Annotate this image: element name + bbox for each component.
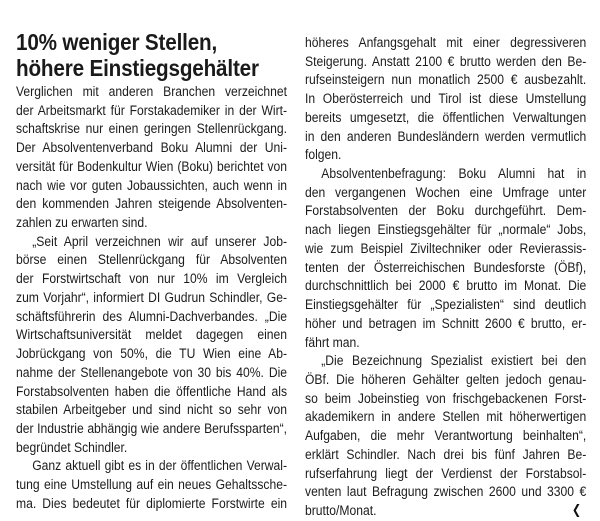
text-line: Der Absolventenverband Boku Alumni der Uni-: [16, 140, 288, 157]
text-line: [305, 502, 586, 521]
article-paragraph: [305, 34, 586, 165]
text-line: den kommenden Jahren steigende Absolventen-: [16, 196, 288, 213]
text-line: höher und betragen im Schnitt 2600 € brutto, er-: [305, 315, 587, 332]
text-line: Verglichen mit anderen Branchen verzeichnet: [16, 84, 288, 100]
text-line: der Arbeitsmarkt für Forstakademiker in der Wirt-: [16, 102, 288, 119]
text-line: rufseinsteigern nun monatlich 2500 € ausbezahlt.: [305, 72, 587, 89]
text-line: Wirtschaftsuniversität meldet dagegen einen: [16, 327, 288, 344]
article-column-left: [16, 83, 287, 514]
text-line: akademikern in andere Stellen mit höherwertigen: [305, 409, 587, 426]
article-column-right: [305, 34, 586, 521]
text-line: ma. Dies bedeutet für diplomierte Forstwirte ein: [16, 495, 288, 512]
text-line: begründet Schindler.: [16, 439, 128, 456]
text-line: rufserfahrung liegt der Verdienst der Forstabsol-: [305, 465, 587, 482]
article-paragraph: [16, 83, 287, 233]
text-line: versität für Bodenkultur Wien (Boku) berichtet von: [16, 158, 288, 175]
text-line: zahlen zu erwarten sind.: [16, 215, 148, 232]
article-paragraph: [16, 233, 287, 458]
text-line: tung eine Umstellung auf ein neues Gehaltssche-: [16, 477, 288, 494]
text-line: bereits umgesetzt, die öffentlichen Verwaltungen: [305, 109, 587, 126]
article-paragraph: [305, 165, 586, 352]
text-line: Ganz aktuell gibt es in der öffentlichen Verwal-: [32, 458, 288, 475]
text-line: Absolventenbefragung: Boku Alumni hat in: [321, 166, 587, 183]
text-line: Forstabsolventen haben die öffentliche Hand als: [16, 383, 288, 400]
text-line: erklärt Schindler. Nach drei bis fünf Jahren Be-: [305, 446, 587, 463]
text-line: ÖBf. Die höheren Gehälter gelten jedoch genau-: [305, 371, 587, 388]
text-line: zum Vorjahr“, informiert DI Gudrun Schindler, Ge-: [16, 289, 288, 306]
text-line: „Seit April verzeichnen wir auf unserer Job-: [32, 233, 288, 250]
text-line: fährt man.: [305, 334, 360, 351]
text-line: Steigerung. Anstatt 2100 € brutto werden den Be-: [305, 53, 587, 70]
text-line: höheres Anfangsgehalt mit einer degressiveren: [305, 35, 587, 51]
text-line: stabilen Arbeitgeber und sind nicht so sehr von: [16, 402, 288, 419]
text-line: in den anderen Bundesländern werden vermutlich: [305, 128, 587, 145]
text-line: In Oberösterreich und Tirol ist diese Umstellung: [305, 91, 587, 108]
text-line: so beim Jobeinstieg von frischgebackenen Forst-: [305, 390, 587, 407]
text-line: venten laut Befragung zwischen 2600 und 3300 €: [305, 484, 587, 501]
text-line: den vergangenen Wochen eine Umfrage unter: [305, 184, 587, 201]
text-line: Jobrückgang von 50%, die TU Wien eine Ab-: [16, 346, 288, 363]
text-line: Forstabsolventen der Boku durchgeführt. Dem-: [305, 203, 587, 220]
text-line: wie zum Beispiel Ziviltechniker oder Revierassis-: [305, 240, 587, 257]
text-line: „Die Bezeichnung Spezialist existiert bei den: [321, 353, 587, 370]
article-title: [16, 29, 298, 81]
text-line-content: brutto/Monat.: [305, 502, 377, 519]
text-line: Aufgaben, die mehr Verantwortung beinhalten“,: [305, 428, 587, 445]
article-paragraph: [305, 352, 586, 520]
article-title-line: höhere Einstiegsgehälter: [16, 55, 259, 81]
text-line: der Industrie abhängig wie andere Berufssparten“,: [16, 420, 288, 437]
text-line: Einstiegsgehälter für „Spezialisten“ sind deutlich: [305, 297, 587, 314]
text-line: schäftsführerin des Alumni-Dachverbandes. „Die: [16, 308, 288, 325]
text-line: nach wie vor guten Jobaussichten, auch wenn in: [16, 177, 288, 194]
article-paragraph: [16, 457, 287, 513]
article-title-line: 10% weniger Stellen,: [16, 29, 218, 55]
text-line: tenten der Österreichischen Bundesforste (ÖBf),: [305, 259, 587, 276]
text-line: börse einen Stellenrückgang für Absolventen: [16, 252, 288, 269]
end-of-article-icon: ❮: [571, 502, 582, 518]
text-line: folgen.: [305, 147, 342, 164]
text-line: nahme der Stellenangebote von 30 bis 40%. Die: [16, 364, 288, 381]
text-line: schaftskrise nur einen geringen Stellenrückgang.: [16, 121, 288, 138]
text-line: nach liegen Einstiegsgehälter für „normale“ Jobs,: [305, 222, 587, 239]
text-line: der Forstwirtschaft von nur 10% im Vergleich: [16, 271, 288, 288]
text-line: durchschnittlich bei 2000 € brutto im Monat. Die: [305, 278, 587, 295]
